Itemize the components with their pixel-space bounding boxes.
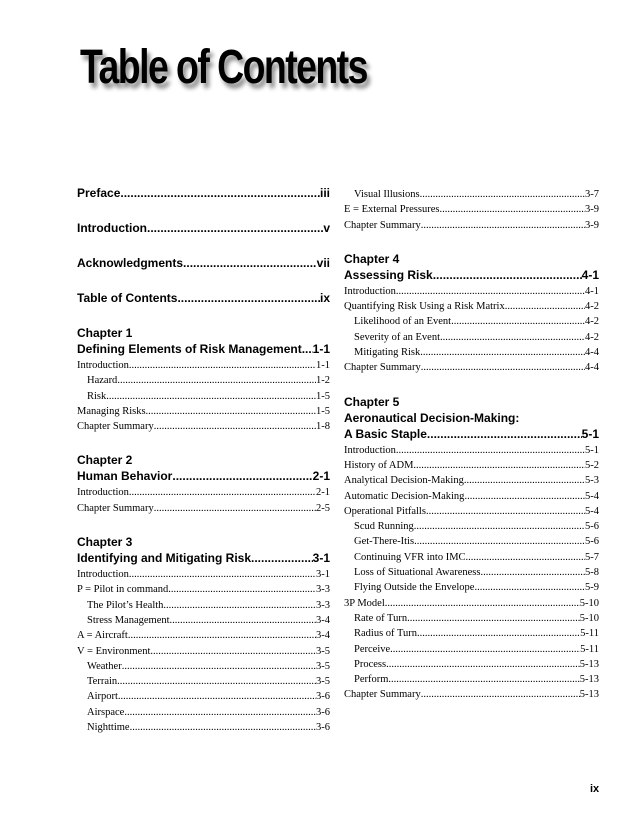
spacer bbox=[77, 237, 330, 255]
dot-leader bbox=[396, 443, 585, 458]
toc-entry-page: 1-5 bbox=[316, 390, 330, 402]
toc-entry[interactable] bbox=[344, 687, 599, 702]
spacer bbox=[77, 307, 330, 325]
toc-entry-page: 3-7 bbox=[585, 189, 599, 200]
toc-entry-page: 5-6 bbox=[585, 521, 599, 533]
toc-entry[interactable] bbox=[344, 504, 599, 519]
toc-entry[interactable] bbox=[344, 626, 599, 641]
toc-entry[interactable] bbox=[77, 419, 330, 434]
toc-entry-label: Automatic Decision-Making bbox=[344, 490, 465, 502]
toc-entry-label: Chapter Summary bbox=[77, 421, 154, 433]
toc-entry-label: Likelihood of an Event bbox=[354, 316, 452, 328]
toc-entry-label: E = External Pressures bbox=[344, 204, 440, 216]
dot-leader bbox=[122, 659, 316, 674]
toc-entry-page: 4-1 bbox=[581, 267, 599, 282]
toc-entry[interactable] bbox=[344, 202, 599, 217]
dot-leader bbox=[386, 657, 580, 672]
toc-entry[interactable] bbox=[77, 598, 330, 613]
toc-entry-label: 3P Model bbox=[344, 597, 385, 609]
toc-entry-page: 5-8 bbox=[585, 567, 599, 579]
dot-leader bbox=[417, 626, 580, 641]
dot-leader bbox=[420, 345, 585, 360]
toc-entry-page: 4-2 bbox=[585, 331, 599, 343]
toc-entry-label: Chapter Summary bbox=[77, 502, 154, 514]
toc-entry[interactable] bbox=[77, 220, 330, 237]
chapter-label: Chapter 2 bbox=[77, 453, 133, 468]
toc-entry[interactable] bbox=[344, 330, 599, 345]
chapter-label: Aeronautical Decision-Making: bbox=[344, 410, 520, 425]
toc-entry[interactable] bbox=[344, 519, 599, 534]
toc-entry-label: Introduction bbox=[77, 360, 129, 371]
toc-entry[interactable] bbox=[77, 468, 330, 485]
toc-entry-page: 2-1 bbox=[316, 487, 330, 499]
dot-leader bbox=[421, 360, 585, 375]
toc-entry-label: Perform bbox=[354, 674, 389, 686]
dot-leader bbox=[170, 613, 316, 628]
spacer bbox=[77, 434, 330, 452]
toc-entry[interactable] bbox=[344, 360, 599, 375]
toc-entry[interactable] bbox=[344, 426, 599, 443]
toc-entry[interactable] bbox=[344, 580, 599, 595]
dot-leader bbox=[451, 314, 585, 329]
toc-entry[interactable] bbox=[77, 185, 330, 202]
toc-entry-label: Hazard bbox=[87, 375, 118, 387]
dot-leader bbox=[163, 598, 316, 613]
dot-leader bbox=[129, 567, 316, 582]
toc-entry-label: Severity of an Event bbox=[354, 331, 441, 343]
dot-leader bbox=[505, 299, 585, 314]
toc-entry[interactable] bbox=[344, 218, 599, 233]
toc-entry[interactable] bbox=[77, 341, 330, 358]
spacer bbox=[77, 272, 330, 290]
dot-leader bbox=[146, 404, 316, 419]
toc-entry-label: Introduction bbox=[77, 221, 147, 235]
toc-entry-page: 3-9 bbox=[585, 204, 599, 216]
toc-entry-page: 1-2 bbox=[316, 375, 330, 387]
toc-entry-page: 5-1 bbox=[581, 426, 599, 441]
toc-entry-page: 1-5 bbox=[316, 405, 330, 417]
toc-entry-page: 5-2 bbox=[585, 459, 599, 471]
toc-entry-label: Chapter Summary bbox=[344, 689, 421, 701]
toc-entry[interactable] bbox=[77, 705, 330, 720]
dot-leader bbox=[154, 501, 316, 516]
toc-entry[interactable] bbox=[77, 644, 330, 659]
toc-entry-label: Rate of Turn bbox=[354, 612, 408, 624]
toc-entry-page: 5-10 bbox=[579, 612, 599, 624]
toc-entry-page: 5-13 bbox=[579, 689, 599, 701]
spacer bbox=[77, 202, 330, 220]
toc-entry-page: 2-5 bbox=[316, 502, 330, 514]
dot-leader bbox=[124, 705, 316, 720]
dot-leader bbox=[168, 582, 316, 597]
toc-right-column bbox=[344, 187, 599, 703]
dot-leader bbox=[433, 267, 582, 284]
toc-entry[interactable] bbox=[344, 565, 599, 580]
toc-entry-label: Introduction bbox=[77, 487, 129, 499]
dot-leader bbox=[440, 330, 585, 345]
toc-entry-page: 4-2 bbox=[585, 301, 599, 313]
toc-entry-label: A Basic Staple bbox=[344, 426, 427, 441]
toc-entry-label: Airport bbox=[87, 691, 118, 703]
toc-entry-label: V = Environment bbox=[77, 645, 151, 657]
toc-entry-label: Mitigating Risk bbox=[354, 347, 421, 359]
toc-entry-label: Terrain bbox=[87, 676, 118, 688]
toc-entry-label: Table of Contents bbox=[77, 291, 178, 305]
toc-entry-label: The Pilot’s Health bbox=[87, 599, 164, 611]
toc-entry-page: 1-8 bbox=[316, 421, 330, 433]
dot-leader bbox=[120, 185, 320, 202]
toc-entry[interactable] bbox=[344, 657, 599, 672]
chapter-label: Chapter 4 bbox=[344, 251, 400, 266]
dot-leader bbox=[474, 580, 585, 595]
toc-entry-page: iii bbox=[319, 186, 330, 200]
toc-entry[interactable] bbox=[77, 567, 330, 582]
toc-entry-label: History of ADM bbox=[344, 459, 414, 471]
toc-entry-label: Scud Running bbox=[354, 521, 414, 533]
toc-entry[interactable] bbox=[77, 550, 330, 567]
page-title: Table of Contents bbox=[80, 41, 367, 94]
toc-entry[interactable] bbox=[77, 689, 330, 704]
dot-leader bbox=[464, 473, 585, 488]
toc-entry-label: Chapter Summary bbox=[344, 219, 421, 231]
toc-entry-label: Chapter Summary bbox=[344, 362, 421, 374]
dot-leader bbox=[302, 341, 313, 358]
toc-entry[interactable] bbox=[77, 628, 330, 643]
toc-entry[interactable] bbox=[344, 642, 599, 657]
toc-entry[interactable] bbox=[344, 187, 599, 202]
toc-entry[interactable] bbox=[77, 358, 330, 373]
toc-entry-label: Acknowledgments bbox=[77, 256, 184, 270]
toc-entry-page: 4-1 bbox=[585, 285, 599, 297]
toc-entry-page: 3-4 bbox=[316, 614, 330, 626]
toc-entry[interactable] bbox=[344, 672, 599, 687]
toc-entry-label: Human Behavior bbox=[77, 469, 173, 484]
toc-entry-label: Radius of Turn bbox=[354, 628, 418, 640]
dot-leader bbox=[466, 550, 585, 565]
toc-entry-page: 5-3 bbox=[585, 475, 599, 487]
dot-leader bbox=[426, 504, 585, 519]
toc-entry[interactable] bbox=[77, 389, 330, 404]
toc-entry-page: 3-5 bbox=[316, 676, 330, 688]
toc-entry-page: 2-1 bbox=[312, 469, 330, 484]
dot-leader bbox=[106, 389, 316, 404]
dot-leader bbox=[413, 458, 585, 473]
chapter-label: Chapter 1 bbox=[77, 326, 133, 340]
dot-leader bbox=[251, 550, 313, 567]
toc-entry-label: Perceive bbox=[354, 643, 391, 655]
toc-entry[interactable] bbox=[77, 582, 330, 597]
toc-entry-page: 5-4 bbox=[585, 490, 599, 502]
dot-leader bbox=[396, 284, 585, 299]
toc-entry[interactable] bbox=[344, 489, 599, 504]
toc-entry-label: Loss of Situational Awareness bbox=[354, 567, 481, 579]
toc-entry[interactable] bbox=[77, 674, 330, 689]
toc-entry-page: 5-13 bbox=[579, 674, 599, 686]
dot-leader bbox=[421, 687, 580, 702]
toc-entry[interactable] bbox=[344, 596, 599, 611]
toc-entry[interactable] bbox=[77, 485, 330, 500]
spacer bbox=[344, 233, 599, 251]
toc-entry-label: Process bbox=[354, 658, 387, 670]
toc-entry-page: vii bbox=[316, 256, 330, 270]
dot-leader bbox=[390, 642, 580, 657]
dot-leader bbox=[414, 534, 585, 549]
dot-leader bbox=[172, 468, 312, 485]
dot-leader bbox=[407, 611, 580, 626]
toc-entry-label: Analytical Decision-Making bbox=[344, 475, 464, 487]
spacer bbox=[77, 516, 330, 534]
toc-entry-page: 1-1 bbox=[316, 360, 330, 371]
toc-entry[interactable] bbox=[344, 458, 599, 473]
toc-entry-page: 3-1 bbox=[316, 569, 330, 581]
toc-entry-page: 4-4 bbox=[585, 347, 599, 359]
toc-entry-label: Introduction bbox=[344, 285, 396, 297]
toc-entry[interactable] bbox=[77, 373, 330, 388]
dot-leader bbox=[177, 290, 320, 307]
toc-entry-page: 3-9 bbox=[585, 219, 599, 231]
toc-entry-label: Quantifying Risk Using a Risk Matrix bbox=[344, 301, 505, 313]
toc-entry-label: Managing Risks bbox=[77, 405, 146, 417]
dot-leader bbox=[130, 720, 316, 735]
dot-leader bbox=[421, 218, 585, 233]
toc-entry-label: Continuing VFR into IMC bbox=[354, 551, 466, 563]
toc-entry[interactable] bbox=[77, 501, 330, 516]
toc-entry-label: Defining Elements of Risk Management bbox=[77, 342, 302, 356]
toc-entry-label: Operational Pitfalls bbox=[344, 505, 426, 517]
toc-entry-label: Stress Management bbox=[87, 614, 170, 626]
chapter-label: Chapter 3 bbox=[77, 535, 133, 550]
toc-entry-page: 3-1 bbox=[312, 551, 330, 566]
toc-entry-label: Flying Outside the Envelope bbox=[354, 582, 475, 594]
dot-leader bbox=[129, 358, 316, 373]
toc-entry[interactable] bbox=[77, 255, 330, 272]
toc-entry[interactable] bbox=[344, 314, 599, 329]
dot-leader bbox=[128, 628, 316, 643]
toc-entry[interactable] bbox=[344, 550, 599, 565]
spacer bbox=[344, 376, 599, 394]
toc-entry-label: Weather bbox=[87, 660, 122, 672]
toc-entry-page: 5-1 bbox=[585, 444, 599, 456]
toc-entry-label: Introduction bbox=[77, 569, 129, 581]
dot-leader bbox=[183, 255, 317, 272]
toc-entry-label: Nighttime bbox=[87, 722, 130, 734]
toc-entry-page: 3-6 bbox=[316, 706, 330, 718]
toc-entry-page: v bbox=[323, 221, 330, 235]
toc-entry[interactable] bbox=[77, 290, 330, 307]
toc-entry-page: ix bbox=[319, 291, 330, 305]
dot-leader bbox=[117, 674, 316, 689]
toc-entry-label: A = Aircraft bbox=[77, 630, 128, 642]
toc-entry-label: Risk bbox=[87, 390, 107, 402]
chapter-label: Chapter 5 bbox=[344, 394, 400, 409]
toc-entry-page: 5-7 bbox=[585, 551, 599, 563]
toc-entry-page: 5-9 bbox=[585, 582, 599, 594]
toc-entry[interactable] bbox=[344, 473, 599, 488]
dot-leader bbox=[439, 202, 585, 217]
toc-entry-label: Airspace bbox=[87, 706, 125, 718]
toc-entry[interactable] bbox=[344, 267, 599, 284]
toc-entry[interactable] bbox=[344, 284, 599, 299]
dot-leader bbox=[464, 489, 585, 504]
toc-entry-label: Preface bbox=[77, 186, 121, 200]
toc-entry-page: 5-6 bbox=[585, 536, 599, 548]
toc-entry[interactable] bbox=[77, 720, 330, 735]
toc-entry-label: Assessing Risk bbox=[344, 267, 433, 282]
toc-entry-page: 3-3 bbox=[316, 599, 330, 611]
toc-entry[interactable] bbox=[344, 443, 599, 458]
toc-entry[interactable] bbox=[77, 613, 330, 628]
toc-entry-page: 3-6 bbox=[316, 691, 330, 703]
toc-entry-page: 5-11 bbox=[580, 628, 599, 640]
toc-entry[interactable] bbox=[344, 534, 599, 549]
page-number: ix bbox=[590, 783, 600, 795]
dot-leader bbox=[480, 565, 585, 580]
dot-leader bbox=[147, 220, 323, 237]
dot-leader bbox=[150, 644, 316, 659]
toc-entry-label: P = Pilot in command bbox=[77, 584, 169, 596]
dot-leader bbox=[427, 426, 582, 443]
toc-entry-page: 5-10 bbox=[579, 597, 599, 609]
toc-entry[interactable] bbox=[344, 299, 599, 314]
toc-entry[interactable] bbox=[344, 345, 599, 360]
toc-entry-page: 3-5 bbox=[316, 645, 330, 657]
toc-entry-page: 4-2 bbox=[585, 316, 599, 328]
dot-leader bbox=[420, 187, 585, 202]
toc-entry-page: 4-4 bbox=[585, 362, 599, 374]
toc-entry-label: Visual Illusions bbox=[354, 189, 420, 200]
dot-leader bbox=[117, 373, 316, 388]
toc-entry[interactable] bbox=[344, 611, 599, 626]
dot-leader bbox=[118, 689, 316, 704]
toc-entry-page: 5-11 bbox=[580, 643, 599, 655]
toc-left-column bbox=[77, 185, 330, 735]
toc-entry-label: Introduction bbox=[344, 444, 396, 456]
toc-entry-page: 3-4 bbox=[316, 630, 330, 642]
toc-entry-page: 1-1 bbox=[312, 342, 330, 356]
dot-leader bbox=[154, 419, 316, 434]
dot-leader bbox=[388, 672, 579, 687]
toc-entry-page: 5-4 bbox=[585, 505, 599, 517]
toc-entry[interactable] bbox=[77, 659, 330, 674]
toc-entry-page: 5-13 bbox=[579, 658, 599, 670]
toc-entry[interactable] bbox=[77, 404, 330, 419]
toc-entry-page: 3-3 bbox=[316, 584, 330, 596]
toc-entry-label: Identifying and Mitigating Risk bbox=[77, 551, 251, 566]
toc-entry-label: Get-There-Itis bbox=[354, 536, 415, 548]
dot-leader bbox=[385, 596, 580, 611]
dot-leader bbox=[414, 519, 585, 534]
toc-entry-page: 3-5 bbox=[316, 660, 330, 672]
toc-entry-page: 3-6 bbox=[316, 722, 330, 734]
dot-leader bbox=[129, 485, 316, 500]
